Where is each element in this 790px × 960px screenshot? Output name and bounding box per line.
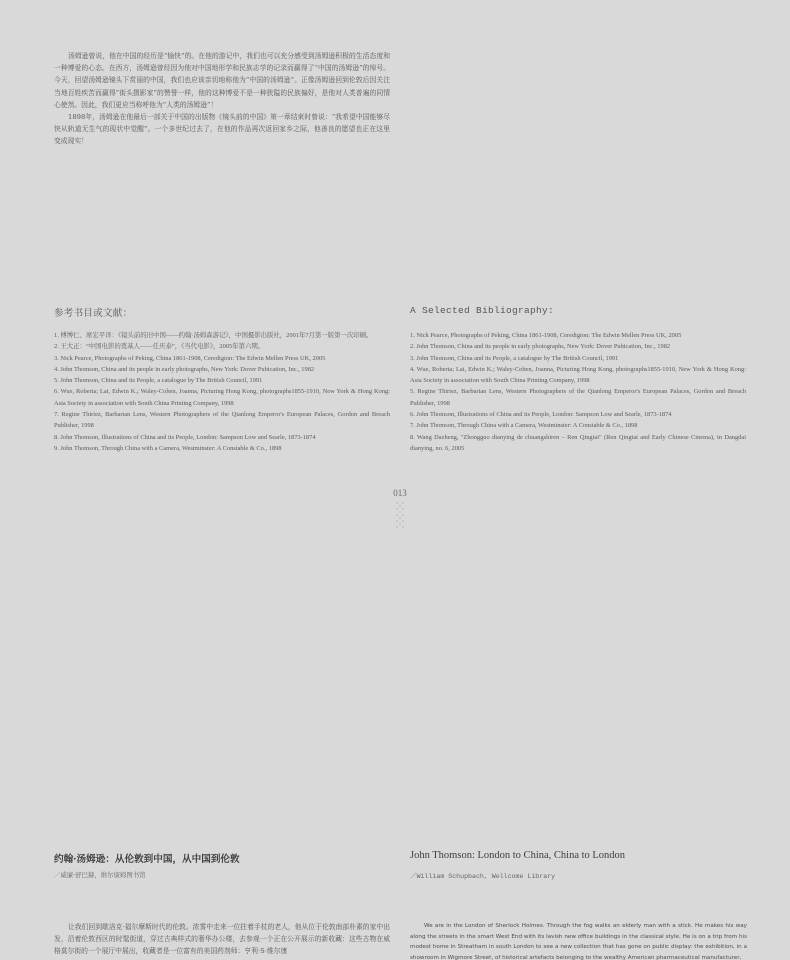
intro-paragraph: 1898年，汤姆逊在他最后一部关于中国的出版物《镜头前的中国》第一章结束时曾说：“我希望中国能够尽快从轨道无生气的现状中觉醒”。一个多世纪过去了，在他的作品再次返回家乡之际，他善良的愿望也正在这里变成现实！ <box>54 113 390 146</box>
bibliography-entry: 8. Wang Dazheng, "Zhongguo dianying de chuangshiren – Ren Qingtai" (Ren Qingtai and Early Chinese Cinema), in Dangdai dianying, no. 6, 2005 <box>410 433 746 452</box>
bibliography-entry: 9. John Thomson, Through China with a Camera, Westminster: A Constable & Co., 1898 <box>54 444 282 452</box>
bibliography-list-cn <box>54 330 390 454</box>
bibliography-entry: 3. John Thomson, China and its People, a catalogue by The British Council, 1991 <box>410 354 619 362</box>
article-title-en: John Thomson: London to China, China to London <box>410 850 626 861</box>
article-credit-en: ／William Schupbach, Wellcome Library <box>410 873 556 880</box>
article-credit-cn: ／威廉·舒巴赫，维尔康姆图书馆 <box>54 871 146 879</box>
bibliography-entry: 3. Nick Pearce, Photographs of Peking, China 1861-1908, Ceredigion: The Edwin Mellen Press UK, 2005 <box>54 354 326 362</box>
article-title-cn: 约翰·汤姆逊：从伦敦到中国，从中国到伦敦 <box>54 854 240 865</box>
article-body-cn: 让我们回到歇洛克·福尔摩斯时代的伦敦。浓雾中走来一位拄着手杖的老人，他从位于伦敦南部朴素的家中出发，沿着伦敦西区的时髦街道，穿过古典样式的奢华办公楼，去参观一个正在公开展示的新收藏：这些古物在威格莫尔街的一个展厅中展出，收藏者是一位富有的美国药剂师：亨利·S·维尔康 <box>54 923 390 955</box>
bibliography-entry: 2. John Thomson, China and its people in early photographs, New York: Dover Pubication, Inc., 1982 <box>410 343 671 351</box>
bibliography-entry: 6. John Thomson, Illustrations of China and its People, London: Sampson Low and Searle, 1873-1874 <box>410 411 672 419</box>
bibliography-entry: 2. 王大正：“中国电影的奠基人——任庆泰”，《当代电影》，2005年第六期。 <box>54 343 265 351</box>
bibliography-list-en <box>410 330 746 454</box>
bibliography-entry: 6. Wue, Roberta; Lai, Edwin K.; Waley-Cohen, Joanna, Picturing Hong Kong, photographs1855-1910, New York & Hong Kong: Asia Society in association with South China Printing Company, 1998 <box>54 388 390 407</box>
bibliography-entry: 4. John Thomson, China and its people in early photographs, New York: Dover Pubication, Inc., 1982 <box>54 365 315 373</box>
bibliography-entry: 5. Regine Thiriez, Barbarian Lens, Western Photographers of the Qianlong Emperor's European Palaces, Gordon and Breach Publisher, 1998 <box>410 388 746 407</box>
article-body-en: We are in the London of Sherlock Holmes. Through the fog walks an elderly man with a stick. He makes his way along the streets in the smart West End with its lavish new office buildings in the classical style. He is on a trip from his modest home in Streatham in south London to see a new collection that has gone on public display: the exhibition, in a showroom in Wigmore Street, of historical artefacts belonging to the wealthy American pharmaceutical manufacturer, <box>410 923 747 960</box>
bibliography-entry: 4. Wue, Roberta; Lai, Edwin K.; Waley-Cohen, Joanna, Picturing Hong Kong, photographs1855-1910, New York & Hong Kong: Asia Society in association with South China Printing Company, 1998 <box>410 365 746 385</box>
bibliography-entry: 7. John Thomson, Through China with a Camera, Westminster: A Constable & Co., 1898 <box>410 422 638 430</box>
bibliography-heading-en: A Selected Bibliography: <box>410 305 555 316</box>
bibliography-entry: 5. John Thomson, China and its People, a catalogue by The British Council, 1991 <box>54 377 263 385</box>
dotted-ornament <box>393 501 407 531</box>
bibliography-entry: 1. 傅博仁、席宏平译：《镜头前的旧中国——约翰·汤姆森游记》，中国摄影出版社，2001年7月第一版第一次印刷。 <box>54 332 373 339</box>
intro-text <box>54 50 390 148</box>
bibliography-entry: 8. John Thomson, Illustrations of China and its People, London: Sampson Low and Searle, 1873-1874 <box>54 433 316 441</box>
page-number: 013 <box>393 488 407 498</box>
bibliography-entry: 1. Nick Pearce, Photographs of Peking, China 1861-1908, Ceredigion: The Edwin Mellen Press UK, 2005 <box>410 332 682 339</box>
intro-paragraph: 汤姆逊曾说，他在中国的经历是“愉快”的。在他的游记中，我们也可以充分感受到汤姆逊积极的生活态度和一种博爱的心态。在西方，汤姆逊曾经因为他对中国地形学和民族志学的记录而赢得了“中国的汤姆逊”的绰号。今天，回望汤姆逊镜头下赏丽的中国，我们也应该亲切地称他为“中国的汤姆逊”。正像汤姆逊回到伦敦后因关注当地百姓疾苦而赢得“街头摄影家”的赞誉一样，他的这种博爱不是一种狭隘的民族偏好，是他对人类普遍的同情心使然。因此，我们更应当称呼他为“人类的汤姆逊”！ <box>54 52 390 109</box>
bibliography-entry: 7. Regine Thiriez, Barbarian Lens, Western Photographers of the Qianlong Emperor's European Palaces, Gordon and Breach Publisher, 1998 <box>54 411 390 430</box>
bibliography-heading-cn: 参考书目或文献： <box>54 308 133 319</box>
